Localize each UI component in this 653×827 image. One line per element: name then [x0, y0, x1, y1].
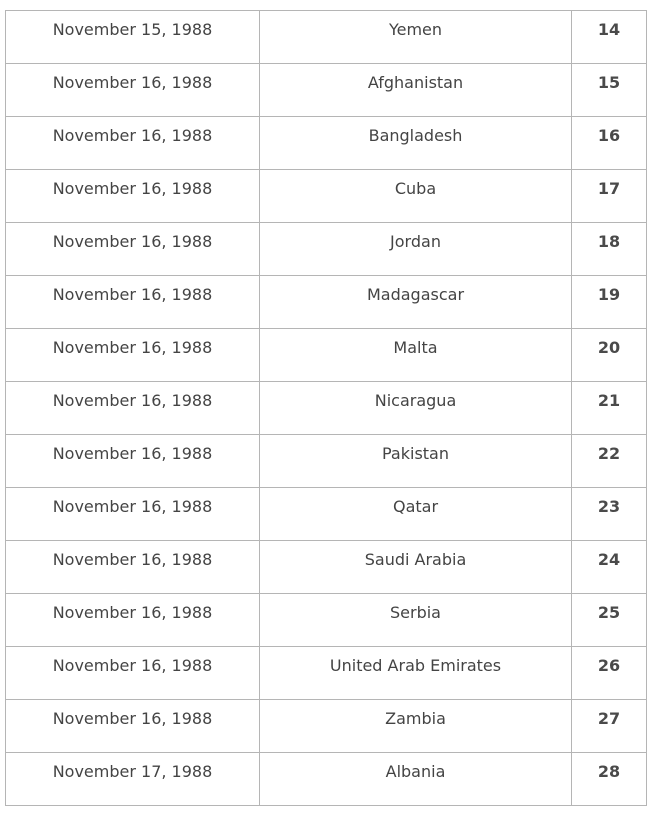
date-cell: November 15, 1988	[6, 11, 260, 64]
number-cell: 14	[572, 11, 647, 64]
number-cell: 15	[572, 64, 647, 117]
table-row	[6, 276, 647, 329]
number-cell: 25	[572, 594, 647, 647]
date-cell: November 16, 1988	[6, 117, 260, 170]
number-cell: 23	[572, 488, 647, 541]
date-cell: November 16, 1988	[6, 382, 260, 435]
table-row	[6, 170, 647, 223]
country-cell: Serbia	[260, 594, 572, 647]
number-cell: 27	[572, 700, 647, 753]
number-cell: 22	[572, 435, 647, 488]
date-cell: November 16, 1988	[6, 594, 260, 647]
table-row	[6, 488, 647, 541]
number-cell: 18	[572, 223, 647, 276]
number-cell: 24	[572, 541, 647, 594]
date-cell: November 16, 1988	[6, 647, 260, 700]
number-cell: 19	[572, 276, 647, 329]
date-cell: November 16, 1988	[6, 700, 260, 753]
country-cell: Bangladesh	[260, 117, 572, 170]
date-cell: November 17, 1988	[6, 753, 260, 806]
table-row	[6, 700, 647, 753]
table-row	[6, 117, 647, 170]
date-cell: November 16, 1988	[6, 276, 260, 329]
date-cell: November 16, 1988	[6, 541, 260, 594]
country-cell: Malta	[260, 329, 572, 382]
country-cell: Saudi Arabia	[260, 541, 572, 594]
country-cell: United Arab Emirates	[260, 647, 572, 700]
table-row	[6, 223, 647, 276]
country-cell: Yemen	[260, 11, 572, 64]
number-cell: 16	[572, 117, 647, 170]
country-cell: Albania	[260, 753, 572, 806]
number-cell: 17	[572, 170, 647, 223]
table-row	[6, 382, 647, 435]
table-row	[6, 541, 647, 594]
table-row	[6, 753, 647, 806]
country-cell: Afghanistan	[260, 64, 572, 117]
country-cell: Qatar	[260, 488, 572, 541]
number-cell: 28	[572, 753, 647, 806]
number-cell: 21	[572, 382, 647, 435]
country-cell: Madagascar	[260, 276, 572, 329]
table-row	[6, 329, 647, 382]
country-cell: Jordan	[260, 223, 572, 276]
recognition-table	[5, 10, 647, 806]
date-cell: November 16, 1988	[6, 170, 260, 223]
number-cell: 26	[572, 647, 647, 700]
date-cell: November 16, 1988	[6, 488, 260, 541]
table-row	[6, 11, 647, 64]
number-cell: 20	[572, 329, 647, 382]
table-row	[6, 435, 647, 488]
country-cell: Pakistan	[260, 435, 572, 488]
date-cell: November 16, 1988	[6, 435, 260, 488]
country-cell: Zambia	[260, 700, 572, 753]
table-row	[6, 64, 647, 117]
country-cell: Nicaragua	[260, 382, 572, 435]
table-row	[6, 594, 647, 647]
recognition-table-body	[6, 11, 647, 806]
date-cell: November 16, 1988	[6, 223, 260, 276]
country-cell: Cuba	[260, 170, 572, 223]
date-cell: November 16, 1988	[6, 64, 260, 117]
table-row	[6, 647, 647, 700]
date-cell: November 16, 1988	[6, 329, 260, 382]
